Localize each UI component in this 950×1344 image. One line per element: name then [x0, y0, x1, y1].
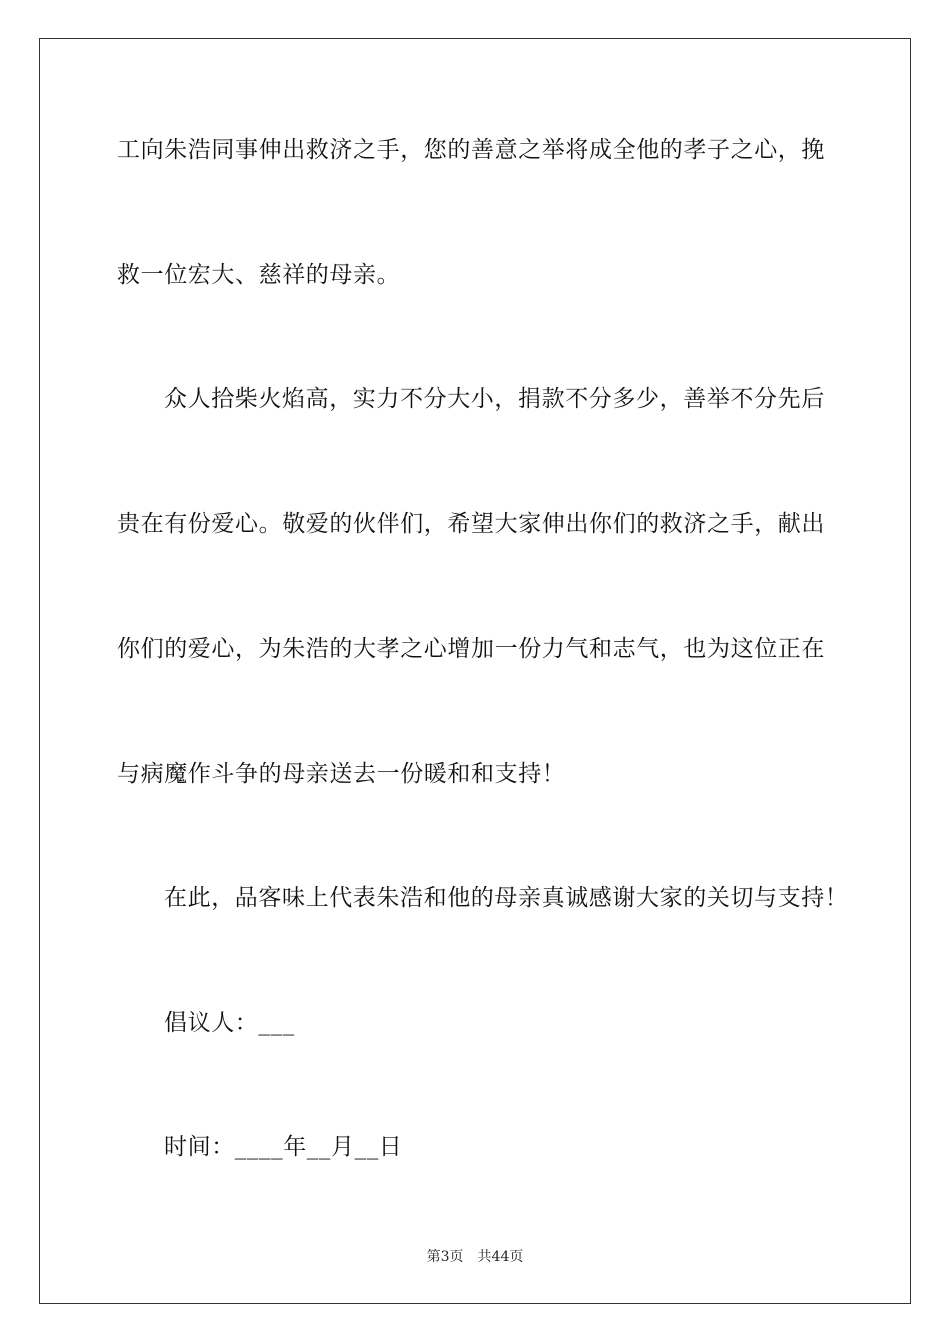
date-line: 时间：____年__月__日	[164, 1134, 403, 1160]
body-line-1: 工向朱浩同事伸出救济之手，您的善意之举将成全他的孝子之心，挽	[117, 137, 825, 163]
thanks-line: 在此，品客味上代表朱浩和他的母亲真诚感谢大家的关切与支持！	[164, 885, 849, 911]
proposer-line: 倡议人：___	[164, 1010, 295, 1036]
body-line-2: 救一位宏大、慈祥的母亲。	[117, 262, 401, 288]
page-frame	[39, 38, 911, 1304]
paragraph-2-line-3: 你们的爱心，为朱浩的大孝之心增加一份力气和志气，也为这位正在	[117, 636, 825, 662]
paragraph-2-line-1: 众人拾柴火焰高，实力不分大小，捐款不分多少，善举不分先后	[164, 386, 825, 412]
page-number: 第3页 共44页	[426, 1249, 524, 1265]
paragraph-2-line-2: 贵在有份爱心。敬爱的伙伴们，希望大家伸出你们的救济之手，献出	[117, 511, 825, 537]
paragraph-2-line-4: 与病魔作斗争的母亲送去一份暖和和支持！	[117, 761, 566, 787]
